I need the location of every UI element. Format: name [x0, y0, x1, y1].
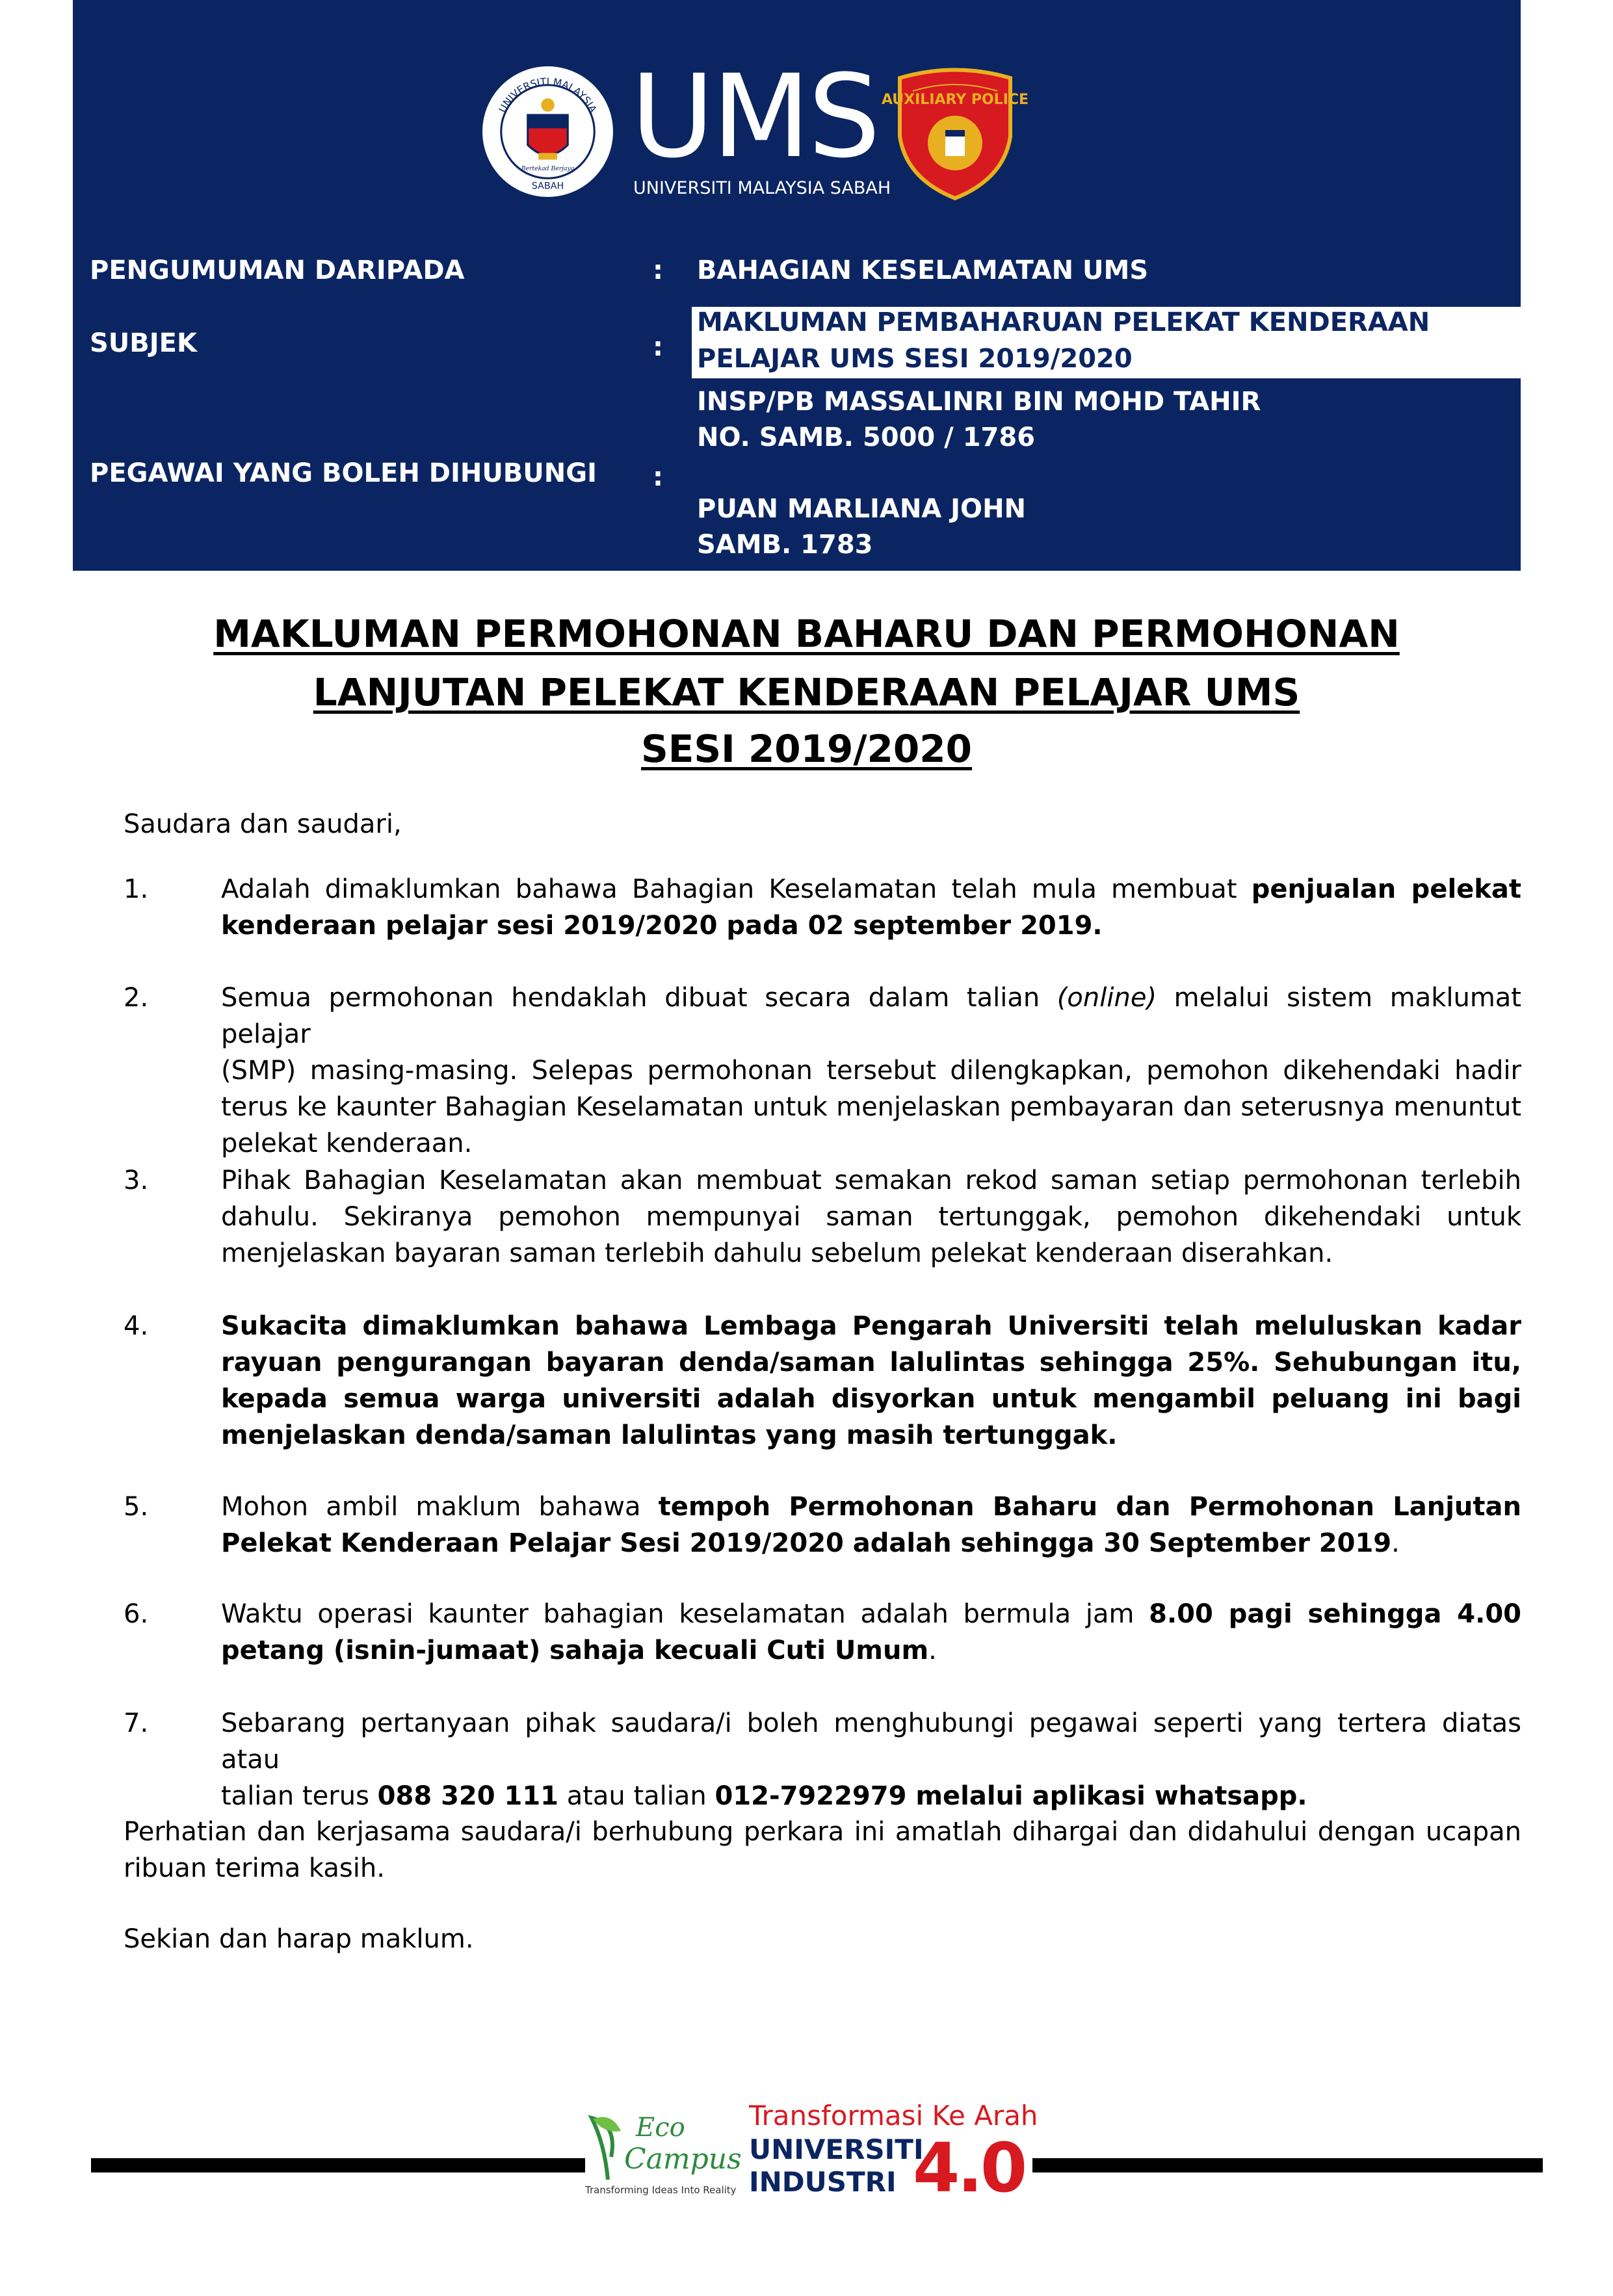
contact2-ext: SAMB. 1783 — [697, 530, 873, 560]
transform-industri: INDUSTRI — [749, 2166, 897, 2198]
from-value: BAHAGIAN KESELAMATAN UMS — [697, 255, 1149, 285]
brand-subtitle: UNIVERSITI MALAYSIA SABAH — [633, 178, 891, 198]
brand-name: UMS — [631, 50, 878, 183]
item-5: Mohon ambil maklum bahawa tempoh Permohonan Baharu dan Permohonan Lanjutan Pelekat Kenderaan Pelajar Sesi 2019/2020 adalah sehingga 30 September 2019. — [221, 1492, 1521, 1558]
item-number: 1. — [124, 874, 149, 904]
item-number: 7. — [124, 1708, 149, 1738]
item-7: Sebarang pertanyaan pihak saudara/i boleh menghubungi pegawai seperti yang tertera diatas atau talian terus 088 320 111 atau talian 012-7922979 melalui aplikasi whatsapp. — [221, 1708, 1521, 1811]
crest-text-top: UNIVERSITI MALAYSIA — [496, 75, 599, 115]
from-colon: : — [653, 255, 663, 285]
eco-word-2: Campus — [624, 2143, 742, 2176]
crest-motto: Bertekad Berjaya — [521, 164, 575, 172]
transform-universiti: UNIVERSITI — [749, 2133, 924, 2165]
item-6: Waktu operasi kaunter bahagian keselamatan adalah bermula jam 8.00 pagi sehingga 4.00 petang (isnin-jumaat) sahaja kecuali Cuti Umum. — [221, 1599, 1521, 1665]
contact2-name: PUAN MARLIANA JOHN — [697, 494, 1027, 524]
item-number: 2. — [124, 983, 149, 1013]
item-number: 3. — [124, 1166, 149, 1195]
footer-rule-left — [91, 2158, 585, 2172]
eco-tagline: Transforming Ideas Into Reality — [585, 2184, 737, 2196]
from-label: PENGUMUMAN DARIPADA — [90, 255, 465, 285]
item-4: Sukacita dimaklumkan bahawa Lembaga Pengarah Universiti telah meluluskan kadar rayuan pengurangan bayaran denda/saman lalulintas sehingga 25%. Sehubungan itu, kepada semua warga universiti adalah disyorkan untuk mengambil peluang ini bagi menjelaskan denda/saman lalulintas yang masih tertunggak. — [221, 1311, 1521, 1450]
badge-text: AUXILIARY POLICE — [881, 92, 1029, 108]
footer-rule-right — [1032, 2158, 1543, 2172]
title-line-3: SESI 2019/2020 — [641, 727, 972, 771]
auxiliary-police-badge — [881, 65, 1029, 202]
item-2: Semua permohonan hendaklah dibuat secara dalam talian (online) melalui sistem maklumat pelajar (SMP) masing-masing. Selepas permohonan tersebut dilengkapkan, pemohon dikehendaki hadir terus ke kaunter Bahagian Keselamatan untuk menjelaskan pembayaran dan seterusnya menuntut pelekat kenderaan. — [221, 983, 1521, 1158]
ums-crest-logo — [481, 65, 614, 198]
item-3: Pihak Bahagian Keselamatan akan membuat semakan rekod saman setiap permohonan terlebih dahulu. Sekiranya pemohon mempunyai saman tertunggak, pemohon dikehendaki untuk menjelaskan bayaran saman terlebih dahulu sebelum pelekat kenderaan diserahkan. — [221, 1166, 1521, 1268]
subject-colon: : — [653, 332, 663, 362]
subject-line-1: MAKLUMAN PEMBAHARUAN PELEKAT KENDERAAN — [697, 307, 1430, 337]
eco-campus-logo — [585, 2105, 741, 2209]
greeting: Saudara dan saudari, — [124, 809, 402, 839]
eco-word-1: Eco — [636, 2113, 685, 2143]
transform-tagline: Transformasi Ke Arah — [749, 2100, 1038, 2132]
item-number: 5. — [124, 1492, 149, 1522]
item-1: Adalah dimaklumkan bahawa Bahagian Keselamatan telah mula membuat penjualan pelekat kenderaan pelajar sesi 2019/2020 pada 02 september 2019. — [221, 874, 1521, 941]
title-line-2: LANJUTAN PELEKAT KENDERAAN PELAJAR UMS — [313, 670, 1300, 714]
subject-label: SUBJEK — [90, 328, 197, 358]
contact-label: PEGAWAI YANG BOLEH DIHUBUNGI — [90, 458, 597, 488]
contact1-name: INSP/PB MASSALINRI BIN MOHD TAHIR — [697, 387, 1261, 417]
item-number: 6. — [124, 1599, 149, 1629]
contact1-ext: NO. SAMB. 5000 / 1786 — [697, 423, 1036, 452]
transform-version: 4.0 — [913, 2128, 1025, 2208]
transformasi-logo — [741, 2100, 1038, 2210]
closing-paragraph: Perhatian dan kerjasama saudara/i berhubung perkara ini amatlah dihargai dan didahului dengan ucapan ribuan terima kasih. — [124, 1817, 1521, 1883]
contact-colon: : — [653, 462, 663, 492]
subject-line-2: PELAJAR UMS SESI 2019/2020 — [697, 344, 1133, 374]
signoff: Sekian dan harap maklum. — [124, 1924, 474, 1954]
logo-row — [73, 0, 1521, 234]
title-line-1: MAKLUMAN PERMOHONAN BAHARU DAN PERMOHONAN — [213, 612, 1400, 656]
item-number: 4. — [124, 1311, 149, 1341]
subject-value — [697, 304, 1430, 377]
crest-text-bottom: SABAH — [531, 181, 564, 192]
letterhead-banner — [73, 0, 1521, 571]
